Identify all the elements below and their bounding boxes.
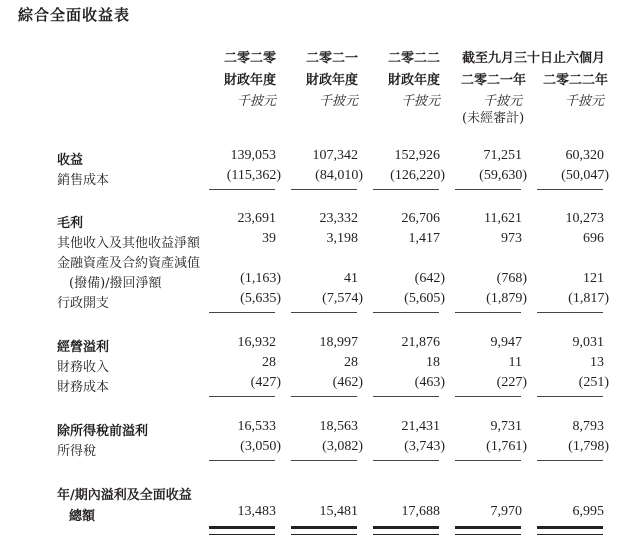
cell-value: 18,997 [319, 335, 358, 350]
cell-value: (1,798) [568, 439, 609, 454]
row-label: 除所得稅前溢利 [57, 424, 149, 439]
cell-value: 6,995 [572, 504, 604, 519]
subtotal-underline [373, 460, 439, 461]
subtotal-underline [373, 396, 439, 397]
cell-value: (251) [578, 375, 609, 390]
cell-value: 15,481 [319, 504, 358, 519]
subtotal-underline [537, 396, 603, 397]
cell-value: 18,563 [319, 419, 358, 434]
cell-value: 13,483 [237, 504, 276, 519]
cell-value: 23,691 [237, 211, 276, 226]
cell-value: (463) [414, 375, 445, 390]
row-label: 行政開支 [57, 296, 110, 311]
row-label: 金融資產及合約資產減值 [57, 256, 201, 271]
cell-value: 28 [344, 355, 358, 370]
cell-value: 18 [426, 355, 440, 370]
cell-value: 139,053 [230, 148, 276, 163]
col-2-period: 財政年度 [387, 73, 440, 88]
cell-value: 71,251 [483, 148, 522, 163]
cell-value: (5,635) [240, 291, 281, 306]
subtotal-underline [291, 396, 357, 397]
subtotal-underline [455, 312, 521, 313]
cell-value: (7,574) [322, 291, 363, 306]
cell-value: 28 [262, 355, 276, 370]
cell-value: 13 [590, 355, 604, 370]
cell-value: 60,320 [565, 148, 604, 163]
subtotal-underline [209, 312, 275, 313]
cell-value: 26,706 [401, 211, 440, 226]
row-label: 其他收入及其他收益淨額 [57, 236, 201, 251]
cell-value: (5,605) [404, 291, 445, 306]
col-0-year: 二零二零 [223, 51, 276, 66]
col-4-unit: 千披元 [564, 94, 604, 109]
double-underline [455, 526, 521, 535]
row-label: (撥備)/撥回淨額 [69, 276, 162, 291]
cell-value: (3,743) [404, 439, 445, 454]
cell-value: (768) [496, 271, 527, 286]
cell-value: 39 [262, 231, 276, 246]
cell-value: 21,431 [401, 419, 440, 434]
subtotal-underline [455, 460, 521, 461]
subtotal-underline [373, 312, 439, 313]
row-label: 財務成本 [57, 380, 110, 395]
cell-value: 9,031 [572, 335, 604, 350]
cell-value: (50,047) [561, 168, 609, 183]
cell-value: 11 [508, 355, 522, 370]
col-1-unit: 千披元 [318, 94, 358, 109]
subtotal-underline [209, 189, 275, 190]
cell-value: 16,533 [237, 419, 276, 434]
cell-value: (1,163) [240, 271, 281, 286]
row-label: 年/期內溢利及全面收益 [57, 488, 192, 503]
cell-value: (115,362) [226, 168, 281, 183]
cell-value: (1,817) [568, 291, 609, 306]
cell-value: 10,273 [565, 211, 604, 226]
col-2-unit: 千披元 [400, 94, 440, 109]
cell-value: 3,198 [326, 231, 358, 246]
col-0-unit: 千披元 [236, 94, 276, 109]
cell-value: 696 [583, 231, 604, 246]
subtotal-underline [291, 460, 357, 461]
cell-value: (3,050) [240, 439, 281, 454]
subtotal-underline [537, 189, 603, 190]
cell-value: (84,010) [315, 168, 363, 183]
subtotal-underline [373, 189, 439, 190]
subtotal-underline [537, 460, 603, 461]
cell-value: 9,947 [490, 335, 522, 350]
double-underline [537, 526, 603, 535]
row-label: 收益 [57, 153, 84, 168]
cell-value: 973 [501, 231, 522, 246]
subtotal-underline [455, 189, 521, 190]
double-underline [291, 526, 357, 535]
subtotal-underline [291, 189, 357, 190]
col-3-period: 二零二一年 [460, 73, 526, 88]
subtotal-underline [455, 396, 521, 397]
cell-value: 7,970 [490, 504, 522, 519]
cell-value: (1,879) [486, 291, 527, 306]
col-0-period: 財政年度 [223, 73, 276, 88]
cell-value: 23,332 [319, 211, 358, 226]
cell-value: 17,688 [401, 504, 440, 519]
row-label: 所得稅 [57, 444, 97, 459]
subtotal-underline [209, 396, 275, 397]
cell-value: 16,932 [237, 335, 276, 350]
cell-value: (642) [414, 271, 445, 286]
col-3-unit: 千披元 [482, 94, 522, 109]
subtotal-underline [209, 460, 275, 461]
cell-value: (462) [332, 375, 363, 390]
cell-value: 121 [583, 271, 604, 286]
cell-value: 1,417 [408, 231, 440, 246]
six-months-header: 截至九月三十日止六個月 [462, 51, 606, 66]
cell-value: 8,793 [572, 419, 604, 434]
statement-title: 綜合全面收益表 [18, 6, 131, 24]
cell-value: 107,342 [312, 148, 358, 163]
cell-value: (227) [496, 375, 527, 390]
cell-value: 11,621 [484, 211, 522, 226]
row-label: 銷售成本 [57, 173, 110, 188]
cell-value: 21,876 [401, 335, 440, 350]
col-4-period: 二零二二年 [542, 73, 608, 88]
unaudited-note: (未經審計) [462, 111, 525, 126]
cell-value: 152,926 [394, 148, 440, 163]
col-2-year: 二零二二 [387, 51, 440, 66]
row-label: 毛利 [57, 216, 84, 231]
double-underline [209, 526, 275, 535]
subtotal-underline [537, 312, 603, 313]
cell-value: (427) [250, 375, 281, 390]
subtotal-underline [291, 312, 357, 313]
cell-value: (126,220) [390, 168, 445, 183]
double-underline [373, 526, 439, 535]
col-1-period: 財政年度 [305, 73, 358, 88]
cell-value: 41 [344, 271, 358, 286]
col-1-year: 二零二一 [305, 51, 358, 66]
row-label: 財務收入 [57, 360, 110, 375]
cell-value: (1,761) [486, 439, 527, 454]
cell-value: (3,082) [322, 439, 363, 454]
cell-value: 9,731 [490, 419, 522, 434]
row-label: 總額 [69, 509, 96, 524]
row-label: 經營溢利 [57, 340, 110, 355]
cell-value: (59,630) [479, 168, 527, 183]
